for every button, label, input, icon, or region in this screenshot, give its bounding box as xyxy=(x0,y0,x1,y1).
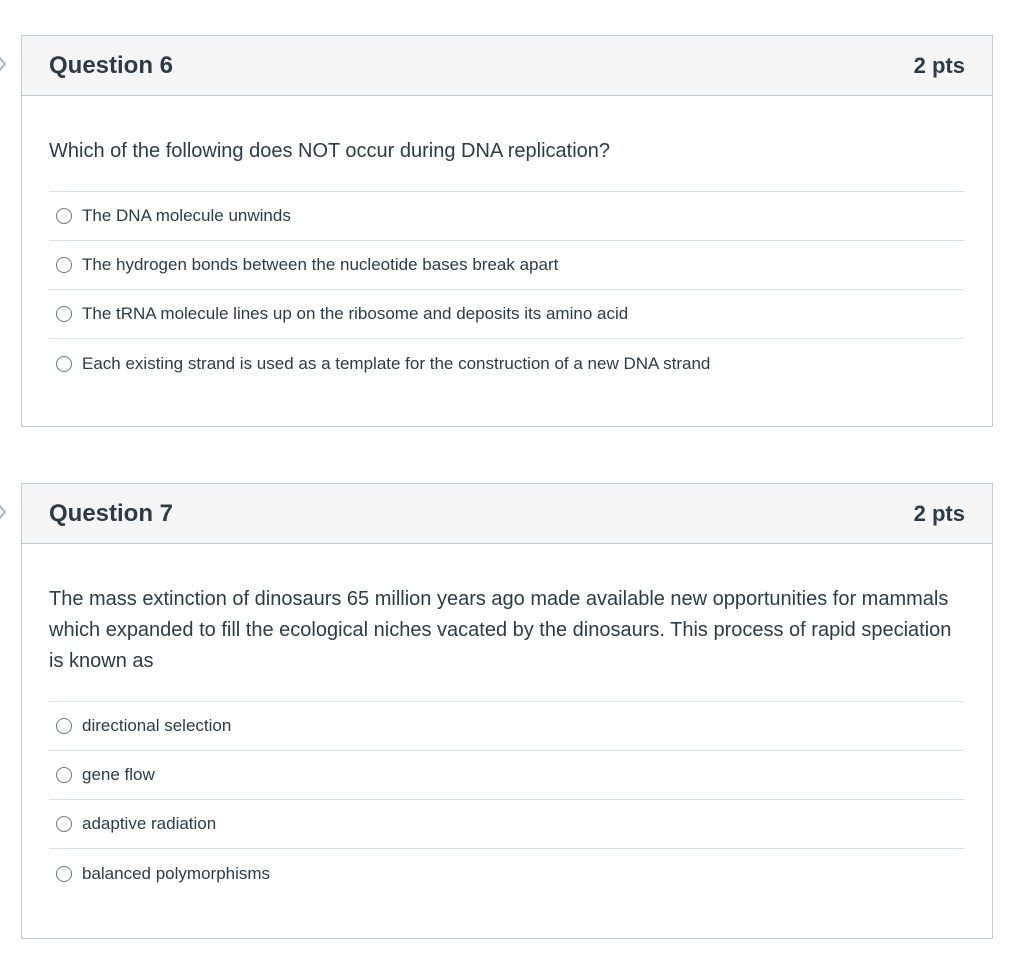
radio-button[interactable] xyxy=(56,767,72,783)
radio-button[interactable] xyxy=(56,816,72,832)
answer-option[interactable] xyxy=(49,290,965,339)
answer-option[interactable] xyxy=(49,192,965,241)
question-7 xyxy=(21,483,993,939)
chevron-right-icon[interactable] xyxy=(0,53,10,75)
question-text: Which of the following does NOT occur during DNA replication? xyxy=(49,140,611,162)
radio-button[interactable] xyxy=(56,866,72,882)
radio-button[interactable] xyxy=(56,257,72,273)
question-header xyxy=(22,484,992,544)
question-points: 2 pts xyxy=(913,500,965,526)
answer-option[interactable] xyxy=(49,751,965,800)
answer-label[interactable]: The DNA molecule unwinds xyxy=(82,206,291,225)
answer-label[interactable]: directional selection xyxy=(82,716,232,735)
answer-option[interactable] xyxy=(49,241,965,290)
question-title: Question 7 xyxy=(49,499,174,527)
question-title: Question 6 xyxy=(49,51,174,79)
question-header xyxy=(22,36,992,96)
question-6 xyxy=(21,35,993,427)
answer-label[interactable]: The tRNA molecule lines up on the ribosome and deposits its amino acid xyxy=(82,304,629,323)
radio-button[interactable] xyxy=(56,208,72,224)
answer-option[interactable] xyxy=(49,702,965,751)
question-body xyxy=(22,96,992,388)
answer-label[interactable]: The hydrogen bonds between the nucleotide bases break apart xyxy=(82,255,559,274)
question-body xyxy=(22,544,992,898)
answer-option[interactable] xyxy=(49,849,965,898)
answer-option[interactable] xyxy=(49,800,965,849)
radio-button[interactable] xyxy=(56,356,72,372)
radio-button[interactable] xyxy=(56,306,72,322)
question-text: The mass extinction of dinosaurs 65 million years ago made available new opportunities for mammals which expanded to fill the ecological niches vacated by the dinosaurs. This process of rapid speciation is known as xyxy=(49,588,952,672)
answer-label[interactable]: Each existing strand is used as a template for the construction of a new DNA strand xyxy=(82,353,711,373)
answer-label[interactable]: adaptive radiation xyxy=(82,814,217,833)
answer-list xyxy=(49,191,965,388)
answer-option[interactable] xyxy=(49,339,965,388)
chevron-right-icon[interactable] xyxy=(0,501,10,523)
question-points: 2 pts xyxy=(913,52,965,78)
answer-label[interactable]: balanced polymorphisms xyxy=(82,863,271,883)
answer-label[interactable]: gene flow xyxy=(82,765,155,784)
answer-list xyxy=(49,701,965,898)
radio-button[interactable] xyxy=(56,718,72,734)
